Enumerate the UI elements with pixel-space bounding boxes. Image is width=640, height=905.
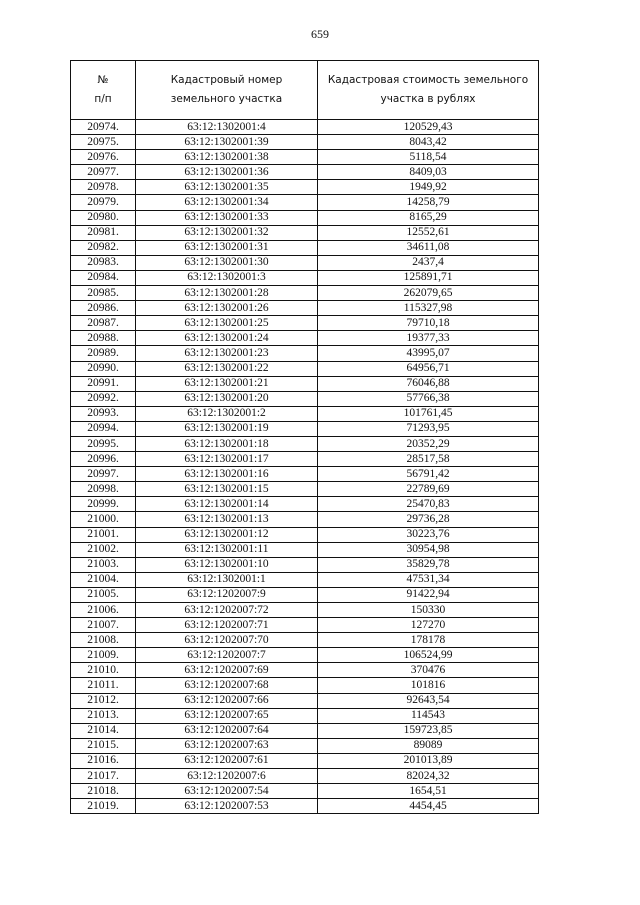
cadastral-number-cell: 63:12:1302001:21 (136, 376, 318, 391)
row-number-cell: 20991. (71, 376, 136, 391)
cadastral-value-cell: 56791,42 (318, 467, 539, 482)
table-row (71, 210, 539, 225)
table-row (71, 799, 539, 814)
cadastral-value-cell: 114543 (318, 708, 539, 723)
cadastral-number-cell: 63:12:1302001:33 (136, 210, 318, 225)
row-number-cell: 21006. (71, 603, 136, 618)
cadastral-value-cell: 91422,94 (318, 587, 539, 602)
cadastral-number-cell: 63:12:1202007:69 (136, 663, 318, 678)
row-number-cell: 20988. (71, 331, 136, 346)
row-number-cell: 20994. (71, 421, 136, 436)
row-number-cell: 20984. (71, 270, 136, 285)
table-row (71, 769, 539, 784)
table-row (71, 482, 539, 497)
cadastral-number-cell: 63:12:1302001:12 (136, 527, 318, 542)
table-row (71, 678, 539, 693)
cadastral-number-cell: 63:12:1202007:68 (136, 678, 318, 693)
table-row (71, 557, 539, 572)
row-number-cell: 21017. (71, 769, 136, 784)
row-number-cell: 21004. (71, 572, 136, 587)
cadastral-value-cell: 101761,45 (318, 406, 539, 421)
cadastral-value-cell: 120529,43 (318, 120, 539, 135)
row-number-cell: 21010. (71, 663, 136, 678)
cadastral-number-cell: 63:12:1302001:32 (136, 225, 318, 240)
row-number-cell: 21008. (71, 633, 136, 648)
cadastral-value-cell: 4454,45 (318, 799, 539, 814)
row-number-cell: 21012. (71, 693, 136, 708)
table-row (71, 376, 539, 391)
table-row (71, 391, 539, 406)
row-number-cell: 21013. (71, 708, 136, 723)
table-row (71, 346, 539, 361)
cadastral-number-cell: 63:12:1302001:36 (136, 165, 318, 180)
cadastral-value-cell: 29736,28 (318, 512, 539, 527)
cadastral-number-cell: 63:12:1202007:54 (136, 784, 318, 799)
cadastral-number-cell: 63:12:1302001:31 (136, 240, 318, 255)
cadastral-number-cell: 63:12:1202007:70 (136, 633, 318, 648)
row-number-cell: 20980. (71, 210, 136, 225)
row-number-cell: 20977. (71, 165, 136, 180)
cadastral-value-cell: 1654,51 (318, 784, 539, 799)
table-row (71, 633, 539, 648)
row-number-cell: 20990. (71, 361, 136, 376)
row-number-cell: 20986. (71, 301, 136, 316)
column-header-number: № п/п (71, 61, 136, 120)
table-row (71, 648, 539, 663)
table-row (71, 361, 539, 376)
row-number-cell: 20989. (71, 346, 136, 361)
cadastral-number-cell: 63:12:1302001:25 (136, 316, 318, 331)
cadastral-number-cell: 63:12:1302001:18 (136, 436, 318, 451)
cadastral-value-cell: 20352,29 (318, 436, 539, 451)
cadastral-number-cell: 63:12:1302001:1 (136, 572, 318, 587)
table-row (71, 572, 539, 587)
cadastral-value-cell: 1949,92 (318, 180, 539, 195)
cadastral-number-cell: 63:12:1202007:53 (136, 799, 318, 814)
cadastral-number-cell: 63:12:1302001:10 (136, 557, 318, 572)
cadastral-number-cell: 63:12:1302001:15 (136, 482, 318, 497)
row-number-cell: 20997. (71, 467, 136, 482)
row-number-cell: 21019. (71, 799, 136, 814)
table-row (71, 603, 539, 618)
table-row (71, 663, 539, 678)
table-row (71, 753, 539, 768)
cadastral-number-cell: 63:12:1302001:20 (136, 391, 318, 406)
cadastral-number-cell: 63:12:1202007:7 (136, 648, 318, 663)
table-row (71, 738, 539, 753)
cadastral-number-cell: 63:12:1302001:30 (136, 255, 318, 270)
cadastral-number-cell: 63:12:1302001:38 (136, 150, 318, 165)
row-number-cell: 20985. (71, 286, 136, 301)
cadastral-value-cell: 35829,78 (318, 557, 539, 572)
row-number-cell: 20998. (71, 482, 136, 497)
cadastral-value-cell: 19377,33 (318, 331, 539, 346)
cadastral-value-cell: 30954,98 (318, 542, 539, 557)
cadastral-number-cell: 63:12:1302001:4 (136, 120, 318, 135)
table-row (71, 301, 539, 316)
table-row (71, 587, 539, 602)
table-row (71, 784, 539, 799)
table-row (71, 286, 539, 301)
cadastral-value-cell: 30223,76 (318, 527, 539, 542)
cadastral-number-cell: 63:12:1202007:65 (136, 708, 318, 723)
cadastral-number-cell: 63:12:1202007:72 (136, 603, 318, 618)
cadastral-number-cell: 63:12:1202007:63 (136, 738, 318, 753)
row-number-cell: 20981. (71, 225, 136, 240)
cadastral-value-cell: 8165,29 (318, 210, 539, 225)
cadastral-number-cell: 63:12:1202007:61 (136, 753, 318, 768)
table-row (71, 165, 539, 180)
cadastral-value-cell: 159723,85 (318, 723, 539, 738)
table-row (71, 452, 539, 467)
cadastral-value-cell: 2437,4 (318, 255, 539, 270)
column-header-cadastral-number: Кадастровый номер земельного участка (136, 61, 318, 120)
cadastral-number-cell: 63:12:1302001:28 (136, 286, 318, 301)
table-row (71, 225, 539, 240)
cadastral-number-cell: 63:12:1302001:19 (136, 421, 318, 436)
row-number-cell: 20976. (71, 150, 136, 165)
row-number-cell: 21001. (71, 527, 136, 542)
cadastral-number-cell: 63:12:1302001:22 (136, 361, 318, 376)
cadastral-value-cell: 22789,69 (318, 482, 539, 497)
row-number-cell: 20975. (71, 135, 136, 150)
cadastral-value-cell: 201013,89 (318, 753, 539, 768)
row-number-cell: 20995. (71, 436, 136, 451)
cadastral-number-cell: 63:12:1302001:11 (136, 542, 318, 557)
cadastral-number-cell: 63:12:1202007:66 (136, 693, 318, 708)
cadastral-value-cell: 43995,07 (318, 346, 539, 361)
row-number-cell: 21011. (71, 678, 136, 693)
table-row (71, 497, 539, 512)
row-number-cell: 21015. (71, 738, 136, 753)
table-row (71, 316, 539, 331)
cadastral-value-cell: 89089 (318, 738, 539, 753)
cadastral-number-cell: 63:12:1302001:24 (136, 331, 318, 346)
row-number-cell: 20974. (71, 120, 136, 135)
row-number-cell: 20978. (71, 180, 136, 195)
table-row (71, 180, 539, 195)
table-row (71, 120, 539, 135)
row-number-cell: 20993. (71, 406, 136, 421)
row-number-cell: 21003. (71, 557, 136, 572)
table-row (71, 542, 539, 557)
table-row (71, 406, 539, 421)
row-number-cell: 21009. (71, 648, 136, 663)
cadastral-value-cell: 82024,32 (318, 769, 539, 784)
row-number-cell: 21002. (71, 542, 136, 557)
cadastral-value-cell: 34611,08 (318, 240, 539, 255)
cadastral-value-cell: 150330 (318, 603, 539, 618)
cadastral-value-cell: 79710,18 (318, 316, 539, 331)
cadastral-value-cell: 8409,03 (318, 165, 539, 180)
cadastral-number-cell: 63:12:1302001:13 (136, 512, 318, 527)
table-row (71, 255, 539, 270)
cadastral-number-cell: 63:12:1302001:17 (136, 452, 318, 467)
cadastral-value-cell: 101816 (318, 678, 539, 693)
cadastral-value-cell: 64956,71 (318, 361, 539, 376)
row-number-cell: 20992. (71, 391, 136, 406)
cadastral-value-cell: 125891,71 (318, 270, 539, 285)
table-row (71, 512, 539, 527)
row-number-cell: 20982. (71, 240, 136, 255)
table-row (71, 467, 539, 482)
cadastral-number-cell: 63:12:1302001:3 (136, 270, 318, 285)
cadastral-value-cell: 115327,98 (318, 301, 539, 316)
cadastral-value-table (70, 60, 539, 814)
cadastral-value-cell: 106524,99 (318, 648, 539, 663)
cadastral-number-cell: 63:12:1302001:16 (136, 467, 318, 482)
row-number-cell: 21007. (71, 618, 136, 633)
table-row (71, 150, 539, 165)
cadastral-value-cell: 370476 (318, 663, 539, 678)
row-number-cell: 20999. (71, 497, 136, 512)
cadastral-value-cell: 76046,88 (318, 376, 539, 391)
cadastral-value-cell: 47531,34 (318, 572, 539, 587)
cadastral-number-cell: 63:12:1202007:6 (136, 769, 318, 784)
row-number-cell: 20983. (71, 255, 136, 270)
cadastral-value-cell: 5118,54 (318, 150, 539, 165)
row-number-cell: 20979. (71, 195, 136, 210)
table-row (71, 436, 539, 451)
cadastral-number-cell: 63:12:1202007:64 (136, 723, 318, 738)
cadastral-number-cell: 63:12:1302001:14 (136, 497, 318, 512)
cadastral-value-cell: 8043,42 (318, 135, 539, 150)
page-number: 659 (311, 27, 329, 41)
cadastral-value-cell: 12552,61 (318, 225, 539, 240)
table-row (71, 135, 539, 150)
row-number-cell: 21014. (71, 723, 136, 738)
row-number-cell: 21016. (71, 753, 136, 768)
cadastral-number-cell: 63:12:1302001:2 (136, 406, 318, 421)
cadastral-value-cell: 28517,58 (318, 452, 539, 467)
cadastral-number-cell: 63:12:1302001:26 (136, 301, 318, 316)
row-number-cell: 20996. (71, 452, 136, 467)
row-number-cell: 21000. (71, 512, 136, 527)
table-row (71, 708, 539, 723)
row-number-cell: 20987. (71, 316, 136, 331)
cadastral-value-cell: 127270 (318, 618, 539, 633)
table-row (71, 270, 539, 285)
column-header-cadastral-value: Кадастровая стоимость земельного участка в рублях (318, 61, 539, 120)
table-row (71, 693, 539, 708)
table-row (71, 618, 539, 633)
table-row (71, 421, 539, 436)
cadastral-value-cell: 92643,54 (318, 693, 539, 708)
table-header-row (71, 61, 539, 120)
cadastral-value-cell: 25470,83 (318, 497, 539, 512)
cadastral-value-cell: 71293,95 (318, 421, 539, 436)
table-row (71, 527, 539, 542)
row-number-cell: 21018. (71, 784, 136, 799)
cadastral-value-cell: 57766,38 (318, 391, 539, 406)
cadastral-number-cell: 63:12:1302001:35 (136, 180, 318, 195)
table-row (71, 331, 539, 346)
cadastral-value-cell: 262079,65 (318, 286, 539, 301)
table-row (71, 723, 539, 738)
table-row (71, 195, 539, 210)
row-number-cell: 21005. (71, 587, 136, 602)
table-row (71, 240, 539, 255)
cadastral-value-cell: 14258,79 (318, 195, 539, 210)
cadastral-number-cell: 63:12:1202007:9 (136, 587, 318, 602)
cadastral-number-cell: 63:12:1302001:39 (136, 135, 318, 150)
cadastral-number-cell: 63:12:1302001:23 (136, 346, 318, 361)
cadastral-value-cell: 178178 (318, 633, 539, 648)
cadastral-number-cell: 63:12:1202007:71 (136, 618, 318, 633)
cadastral-number-cell: 63:12:1302001:34 (136, 195, 318, 210)
